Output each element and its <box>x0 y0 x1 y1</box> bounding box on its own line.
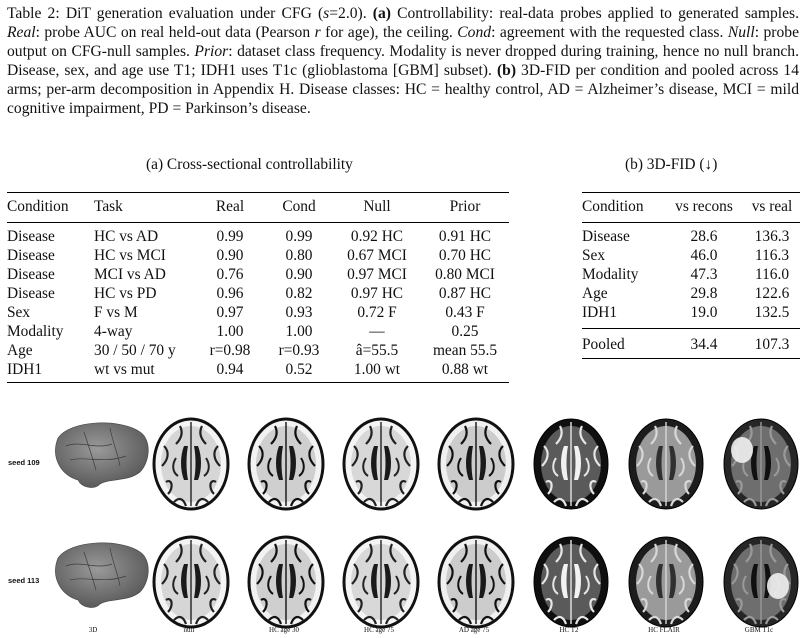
cell: 0.92 HC <box>333 223 421 247</box>
header-cond: Cond <box>265 193 333 223</box>
cell: IDH1 <box>7 360 94 383</box>
cell: 1.00 <box>285 323 313 340</box>
cell: Sex <box>582 247 606 264</box>
cell: 122.6 <box>754 285 790 302</box>
cell: 116.0 <box>754 266 790 283</box>
cell: 0.80 MCI <box>435 266 495 283</box>
cell: 0.96 <box>216 285 244 302</box>
brain-3d-row1 <box>55 423 148 488</box>
header-task: Task <box>94 193 195 223</box>
cell: 47.3 <box>690 266 718 283</box>
seed-label-row2: seed 113 <box>8 576 40 585</box>
cell: Sex <box>7 304 31 321</box>
column-label-hc-age-30: HC age 30 <box>269 626 299 634</box>
figure-brain-samples <box>0 410 807 638</box>
cell: 0.88 wt <box>421 360 509 383</box>
cell: 0.93 <box>285 304 313 321</box>
cell: 0.25 <box>451 323 479 340</box>
cell: HC vs MCI <box>94 247 166 264</box>
brain-slice-r1-c3 <box>245 416 327 512</box>
column-label-3d: 3D <box>88 626 98 634</box>
cell: Modality <box>582 266 639 283</box>
cell: 0.70 HC <box>438 247 492 264</box>
column-label-null: null <box>183 626 195 634</box>
table-row <box>7 303 509 322</box>
header-vs-recons: vs recons <box>664 193 744 223</box>
cell: Disease <box>582 223 664 247</box>
brain-slice-r2-c5 <box>435 534 517 630</box>
brain-slice-r2-c2 <box>150 534 232 630</box>
cell: 30 / 50 / 70 y <box>94 342 176 359</box>
brain-slice-r1-c5 <box>435 416 517 512</box>
brain-slice-r2-c7 <box>625 534 707 630</box>
table-row <box>7 223 509 247</box>
brain-slice-r1-c2 <box>150 416 232 512</box>
cell: MCI vs AD <box>94 266 166 283</box>
table-row <box>7 284 509 303</box>
brain-slice-r2-c3 <box>245 534 327 630</box>
cell: 46.0 <box>690 247 718 264</box>
cell: r=0.98 <box>209 342 251 359</box>
table-a-header-row <box>7 193 509 223</box>
column-label-ad-age-75: AD age 75 <box>458 626 490 634</box>
cell: wt vs mut <box>94 360 195 383</box>
table-a-title: (a) Cross-sectional controllability <box>146 156 353 173</box>
cell: 1.00 wt <box>333 360 421 383</box>
cell: 0.67 MCI <box>347 247 407 264</box>
table-b-header-row <box>582 193 800 223</box>
cell: 29.8 <box>690 285 718 302</box>
cell: 0.72 F <box>357 304 397 321</box>
cell: r=0.93 <box>278 342 320 359</box>
table-row <box>7 322 509 341</box>
cell: 132.5 <box>754 304 790 321</box>
table-row <box>582 265 800 284</box>
table-row <box>582 284 800 303</box>
header-prior: Prior <box>421 193 509 223</box>
cell: F vs M <box>94 304 138 321</box>
cell: 0.99 <box>265 223 333 247</box>
cell: Age <box>582 285 608 302</box>
table-row <box>7 341 509 360</box>
column-label-hc-age-75: HC age 75 <box>364 626 394 634</box>
cell: 0.97 MCI <box>347 266 407 283</box>
table-row <box>7 265 509 284</box>
cell: 0.90 <box>285 266 313 283</box>
cell: Disease <box>7 247 55 264</box>
cell: 0.90 <box>216 247 244 264</box>
cell: 0.80 <box>285 247 313 264</box>
table-row <box>582 223 800 247</box>
table-caption: Table 2: DiT generation evaluation under CFG (s=2.0). (a) Controllability: real-data probes applied to generated samples. Real: probe AUC on real held-out data (Pearson r for age), the ceiling. Cond: agreement with the requested class. Null: probe output on CFG-null samples. Prior: dataset class frequency. Modality is never dropped during training, hence no null branch. Disease, sex, and age use T1; IDH1 uses T1c (glioblastoma [GBM] subset). (b) 3D-FID per condition and pooled across 14 arms; per-arm decomposition in Appendix H. Disease classes: HC = healthy control, AD = Alzheimer’s disease, MCI = mild cognitive impairment, PD = Parkinson’s disease. <box>7 5 800 118</box>
cell: Pooled <box>582 329 664 359</box>
cell: Age <box>7 342 33 359</box>
cell: 0.97 HC <box>350 285 404 302</box>
table-row <box>582 303 800 329</box>
cell: Disease <box>7 285 55 302</box>
header-real: Real <box>195 193 265 223</box>
cell: Modality <box>7 323 64 340</box>
cell: mean 55.5 <box>432 342 498 359</box>
header-condition: Condition <box>582 193 664 223</box>
table-row <box>7 360 509 383</box>
cell: 0.82 <box>285 285 313 302</box>
cell: Disease <box>7 266 55 283</box>
header-null: Null <box>333 193 421 223</box>
cell: 0.87 HC <box>438 285 492 302</box>
seed-label-row1: seed 109 <box>8 458 40 467</box>
cell: HC vs AD <box>94 223 195 247</box>
table-b-title: (b) 3D-FID (↓) <box>625 156 718 173</box>
cell: 1.00 <box>216 323 244 340</box>
brain-3d-row2 <box>55 543 148 608</box>
table-row <box>7 246 509 265</box>
column-label-hc-t2: HC T2 <box>559 626 579 634</box>
fid-table <box>582 192 800 359</box>
controllability-table <box>7 192 509 383</box>
cell: 0.94 <box>195 360 265 383</box>
cell: 0.52 <box>265 360 333 383</box>
brain-slice-r2-c4 <box>340 534 422 630</box>
brain-slice-r1-c7 <box>625 416 707 512</box>
column-label-hc-flair: HC FLAIR <box>648 626 680 634</box>
brain-slice-r2-c8 <box>720 534 802 630</box>
table-row <box>582 246 800 265</box>
cell: 0.97 <box>216 304 244 321</box>
table-row-pooled <box>582 329 800 359</box>
cell: 136.3 <box>744 223 800 247</box>
cell: HC vs PD <box>94 285 157 302</box>
cell: 4-way <box>94 323 133 340</box>
brain-slice-r1-c6 <box>530 416 612 512</box>
cell: 34.4 <box>664 329 744 359</box>
brain-slice-r1-c4 <box>340 416 422 512</box>
cell: Disease <box>7 223 94 247</box>
brain-slice-r1-c8 <box>720 416 802 512</box>
cell: 0.43 F <box>445 304 485 321</box>
cell: â=55.5 <box>355 342 399 359</box>
cell: 19.0 <box>690 304 718 321</box>
cell: 0.99 <box>195 223 265 247</box>
cell: 107.3 <box>744 329 800 359</box>
brain-slice-r2-c6 <box>530 534 612 630</box>
cell: — <box>369 323 385 340</box>
header-condition: Condition <box>7 193 94 223</box>
header-vs-real: vs real <box>744 193 800 223</box>
cell: IDH1 <box>582 304 618 321</box>
column-label-gbm-t1c: GBM T1c <box>744 626 774 634</box>
cell: 0.91 HC <box>421 223 509 247</box>
cell: 0.76 <box>216 266 244 283</box>
cell: 28.6 <box>664 223 744 247</box>
cell: 116.3 <box>754 247 790 264</box>
